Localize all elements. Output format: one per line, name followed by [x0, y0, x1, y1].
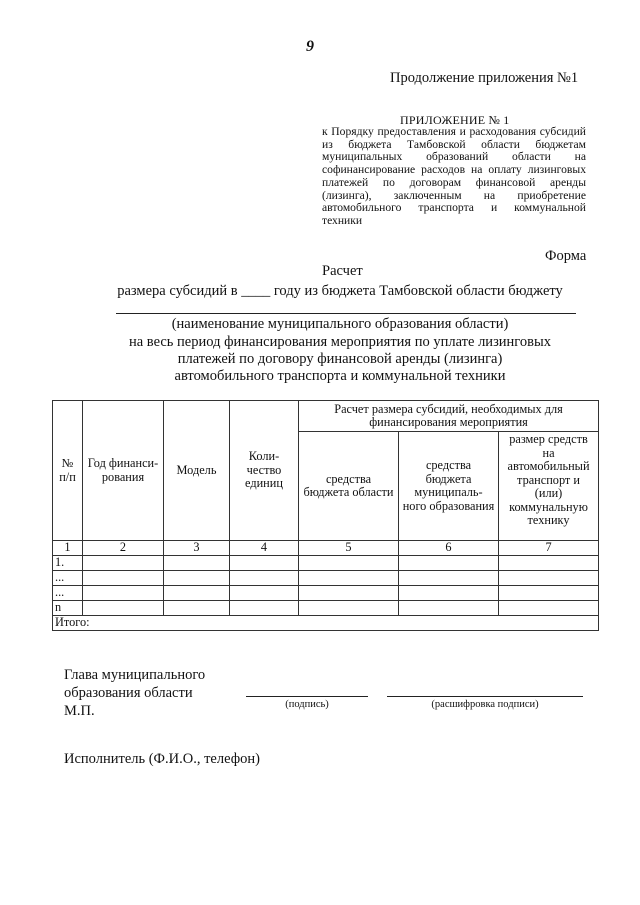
table-cell [83, 585, 164, 600]
signature-block [64, 666, 205, 720]
heading-line-3: платежей по договору финансовой аренды (лизинга) [177, 351, 503, 367]
table-cell [499, 555, 599, 570]
appendix-title: ПРИЛОЖЕНИЕ № 1 [400, 113, 510, 127]
table-cell [299, 570, 399, 585]
table-cell [164, 600, 230, 615]
executor-line: Исполнитель (Ф.И.О., телефон) [64, 751, 260, 767]
total-label: Итого: [53, 615, 599, 630]
page-number: 9 [306, 38, 314, 55]
signature-decoding-caption: (расшифровка подписи) [431, 699, 539, 710]
column-number-cell: 3 [164, 541, 230, 556]
table-row [53, 555, 599, 570]
appendix-continuation: Продолжение приложения №1 [390, 70, 579, 86]
column-number-cell: 2 [83, 541, 164, 556]
municipality-name-blank [116, 313, 576, 314]
head-title-line-1: Глава муниципального [64, 667, 206, 683]
table-cell [83, 600, 164, 615]
header-number: № п/п [53, 401, 83, 541]
subsidy-calculation-table [52, 400, 599, 631]
column-number-cell: 4 [230, 541, 299, 556]
header-financing-year: Год финанси- рования [83, 401, 164, 541]
header-regional-budget: средства бюджета области [299, 432, 399, 541]
table-cell [230, 600, 299, 615]
table-cell [499, 570, 599, 585]
table-cell [499, 585, 599, 600]
table-cell [299, 600, 399, 615]
table-cell [164, 555, 230, 570]
table-cell [399, 570, 499, 585]
table-cell [299, 585, 399, 600]
table-cell [399, 555, 499, 570]
table-cell [499, 600, 599, 615]
table-row [53, 570, 599, 585]
table-cell [164, 585, 230, 600]
municipality-name-caption: (наименование муниципального образования области) [171, 316, 509, 332]
row-label: ... [53, 570, 83, 585]
table-cell [399, 585, 499, 600]
column-number-cell: 1 [53, 541, 83, 556]
row-label: 1. [53, 555, 83, 570]
table-cell [230, 570, 299, 585]
column-number-cell: 7 [499, 541, 599, 556]
signature-decoding-line [387, 696, 583, 697]
appendix-description: к Порядку предоставления и расходования субсидий из бюджета Тамбовской области бюджетам муниципальных образований области на софинансирование расходов на оплату лизинговых платежей по договорам финансовой аренды (лизинга), заключенным на приобретение автомобильного транспорта и коммунальной техники [322, 125, 586, 227]
row-label: n [53, 600, 83, 615]
subsidy-year-line: размера субсидий в ____ году из бюджета Тамбовской области бюджету [117, 283, 563, 299]
table-cell [83, 555, 164, 570]
header-model: Модель [164, 401, 230, 541]
header-subsidy-calculation-group: Расчет размера субсидий, необходимых для финансирования мероприятия [299, 401, 599, 432]
column-number-cell: 5 [299, 541, 399, 556]
total-row [53, 615, 599, 630]
table-cell [164, 570, 230, 585]
table-cell [230, 555, 299, 570]
table-cell [230, 585, 299, 600]
heading-line-4: автомобильного транспорта и коммунальной техники [174, 368, 506, 384]
calculation-title: Расчет [322, 263, 363, 279]
header-municipal-budget: средства бюджета муниципаль- ного образования [399, 432, 499, 541]
table-cell [399, 600, 499, 615]
stamp-place: М.П. [64, 703, 95, 719]
table-cell [299, 555, 399, 570]
table-cell [83, 570, 164, 585]
table-row [53, 600, 599, 615]
form-label: Форма [545, 248, 587, 264]
table-row [53, 585, 599, 600]
head-title-line-2: образования области [64, 685, 193, 701]
heading-line-2: на весь период финансирования мероприятия по уплате лизинговых [128, 334, 551, 350]
column-number-cell: 6 [399, 541, 499, 556]
header-amount: размер средств на автомобильный транспорт и (или) коммунальную технику [499, 432, 599, 541]
signature-caption: (подпись) [285, 699, 329, 710]
signature-line [246, 696, 368, 697]
header-quantity: Коли- чество единиц [230, 401, 299, 541]
row-label: ... [53, 585, 83, 600]
